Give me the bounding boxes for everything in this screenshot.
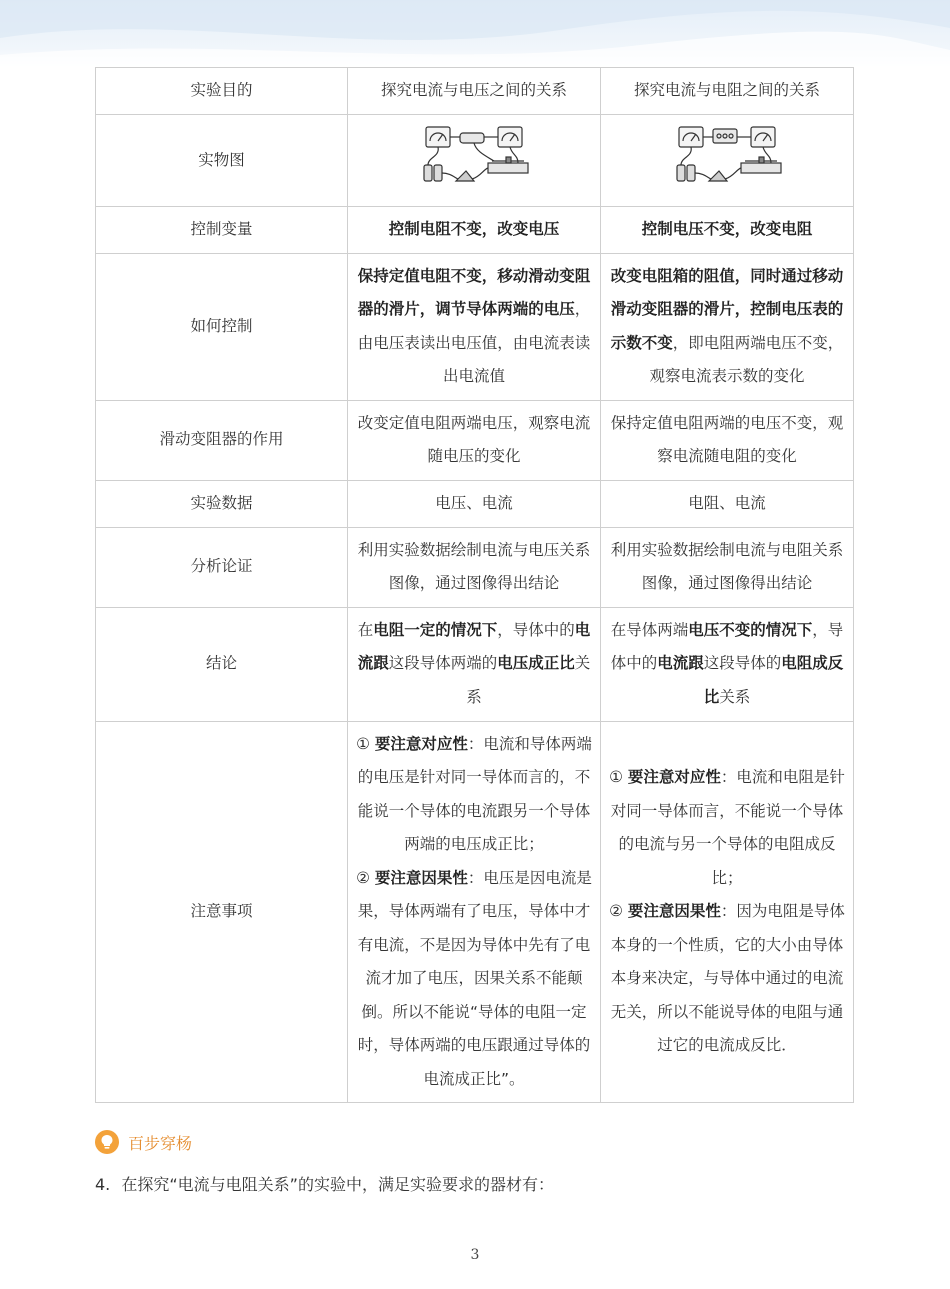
table-row xyxy=(96,480,854,527)
circled-number: ① xyxy=(609,768,623,786)
circuit-apparatus-icon xyxy=(414,121,534,187)
emphasis-text: 要注意对应性 xyxy=(374,734,468,753)
row-label: 结论 xyxy=(96,607,348,721)
table-row xyxy=(96,206,854,253)
section-title: 百步穿杨 xyxy=(128,1133,193,1153)
cell-resistance xyxy=(601,721,854,1103)
cell-text: ：电流和电阻是针对同一导体而言，不能说一个导体的电流与另一个导体的电阻成反比； xyxy=(610,768,845,887)
cell-voltage: 改变定值电阻两端电压，观察电流随电压的变化 xyxy=(348,400,601,480)
cell-voltage xyxy=(348,607,601,721)
page-number: 3 xyxy=(470,1247,480,1263)
question-number: 4. xyxy=(95,1175,111,1194)
row-label: 如何控制 xyxy=(96,253,348,400)
emphasis-text: 电阻一定的情况下 xyxy=(373,620,498,639)
cell-text: ：电流和导体两端的电压是针对同一导体而言的，不能说一个导体的电流跟另一个导体两端的电压成正比； xyxy=(357,734,592,853)
cell-voltage: 利用实验数据绘制电流与电压关系图像，通过图像得出结论 xyxy=(348,527,601,607)
question-text: 在探究“电流与电阻关系”的实验中，满足实验要求的器材有： xyxy=(121,1175,554,1194)
cell-voltage xyxy=(348,721,601,1103)
cell-voltage: 控制电阻不变，改变电压 xyxy=(348,206,601,253)
cell-text: ：电压是因电流是果，导体两端有了电压，导体中才有电流，不是因为导体中先有了电流才加了电压，因果关系不能颠倒。所以不能说“导体的电阻一定时，导体两端的电压跟通过导体的电流成正比”。 xyxy=(357,868,592,1088)
table-row xyxy=(96,253,854,400)
table-row xyxy=(96,721,854,1103)
emphasis-text: 改变电阻箱的阻值，同时通过移动滑动变阻器的滑片，控制电压表的示数不变 xyxy=(610,266,844,352)
lightbulb-icon xyxy=(95,1130,119,1154)
comparison-table xyxy=(95,67,854,1103)
row-label: 实验目的 xyxy=(96,68,348,115)
cell-text: 关系 xyxy=(719,687,751,706)
cell-text: ，导体中的 xyxy=(497,620,575,639)
cell-resistance xyxy=(601,253,854,400)
cell-text: 关系 xyxy=(466,654,591,706)
question-4 xyxy=(95,1172,554,1195)
table-row xyxy=(96,400,854,480)
header-decoration xyxy=(0,0,950,70)
emphasis-text: 要注意对应性 xyxy=(627,768,721,786)
circuit-apparatus-icon xyxy=(667,121,787,187)
table-row xyxy=(96,527,854,607)
cell-resistance: 控制电压不变，改变电阻 xyxy=(601,206,854,253)
cell-text: 这段导体的 xyxy=(703,654,782,673)
circled-number: ① xyxy=(356,734,370,753)
table-row xyxy=(96,68,854,115)
cell-resistance: 保持定值电阻两端的电压不变，观察电流随电阻的变化 xyxy=(601,400,854,480)
row-label: 实验数据 xyxy=(96,480,348,527)
row-label: 实物图 xyxy=(96,115,348,207)
emphasis-text: 电流跟 xyxy=(657,654,704,673)
cell-voltage xyxy=(348,253,601,400)
cell-text: ：因为电阻是导体本身的一个性质，它的大小由导体本身来决定，与导体中通过的电流无关，所以不能说导体的电阻与通过它的电流成反比． xyxy=(610,902,845,1054)
cell-text: 这段导体两端的 xyxy=(388,654,498,673)
table-row xyxy=(96,607,854,721)
emphasis-text: 要注意因果性 xyxy=(374,868,468,887)
cell-text: 在导体两端 xyxy=(610,620,689,639)
cell-text: ，导体中的 xyxy=(610,620,844,673)
cell-resistance: 探究电流与电阻之间的关系 xyxy=(601,68,854,115)
circled-number: ② xyxy=(356,868,370,887)
emphasis-text: 要注意因果性 xyxy=(627,902,721,920)
row-label: 控制变量 xyxy=(96,206,348,253)
emphasis-text: 保持定值电阻不变，移动滑动变阻器的滑片，调节导体两端的电压 xyxy=(357,266,591,318)
cell-resistance xyxy=(601,607,854,721)
row-label: 分析论证 xyxy=(96,527,348,607)
circuit-photo-resistance xyxy=(601,115,854,207)
emphasis-text: 电压不变的情况下 xyxy=(688,620,813,639)
cell-voltage: 电压、电流 xyxy=(348,480,601,527)
emphasis-text: 电阻成反比 xyxy=(703,654,844,706)
cell-resistance: 电阻、电流 xyxy=(601,480,854,527)
circled-number: ② xyxy=(609,902,623,920)
cell-resistance: 利用实验数据绘制电流与电阻关系图像，通过图像得出结论 xyxy=(601,527,854,607)
section-header xyxy=(95,1128,192,1156)
row-label: 注意事项 xyxy=(96,721,348,1103)
cell-voltage: 探究电流与电压之间的关系 xyxy=(348,68,601,115)
emphasis-text: 电压成正比 xyxy=(497,654,575,673)
cell-text: 在 xyxy=(357,620,374,639)
row-label: 滑动变阻器的作用 xyxy=(96,400,348,480)
cell-text: ，即电阻两端电压不变，观察电流表示数的变化 xyxy=(649,333,844,385)
circuit-photo-voltage xyxy=(348,115,601,207)
table-row xyxy=(96,115,854,207)
emphasis-text: 电流跟 xyxy=(357,620,591,673)
cell-text: ，由电压表读出电压值，由电流表读出电流值 xyxy=(357,300,591,385)
